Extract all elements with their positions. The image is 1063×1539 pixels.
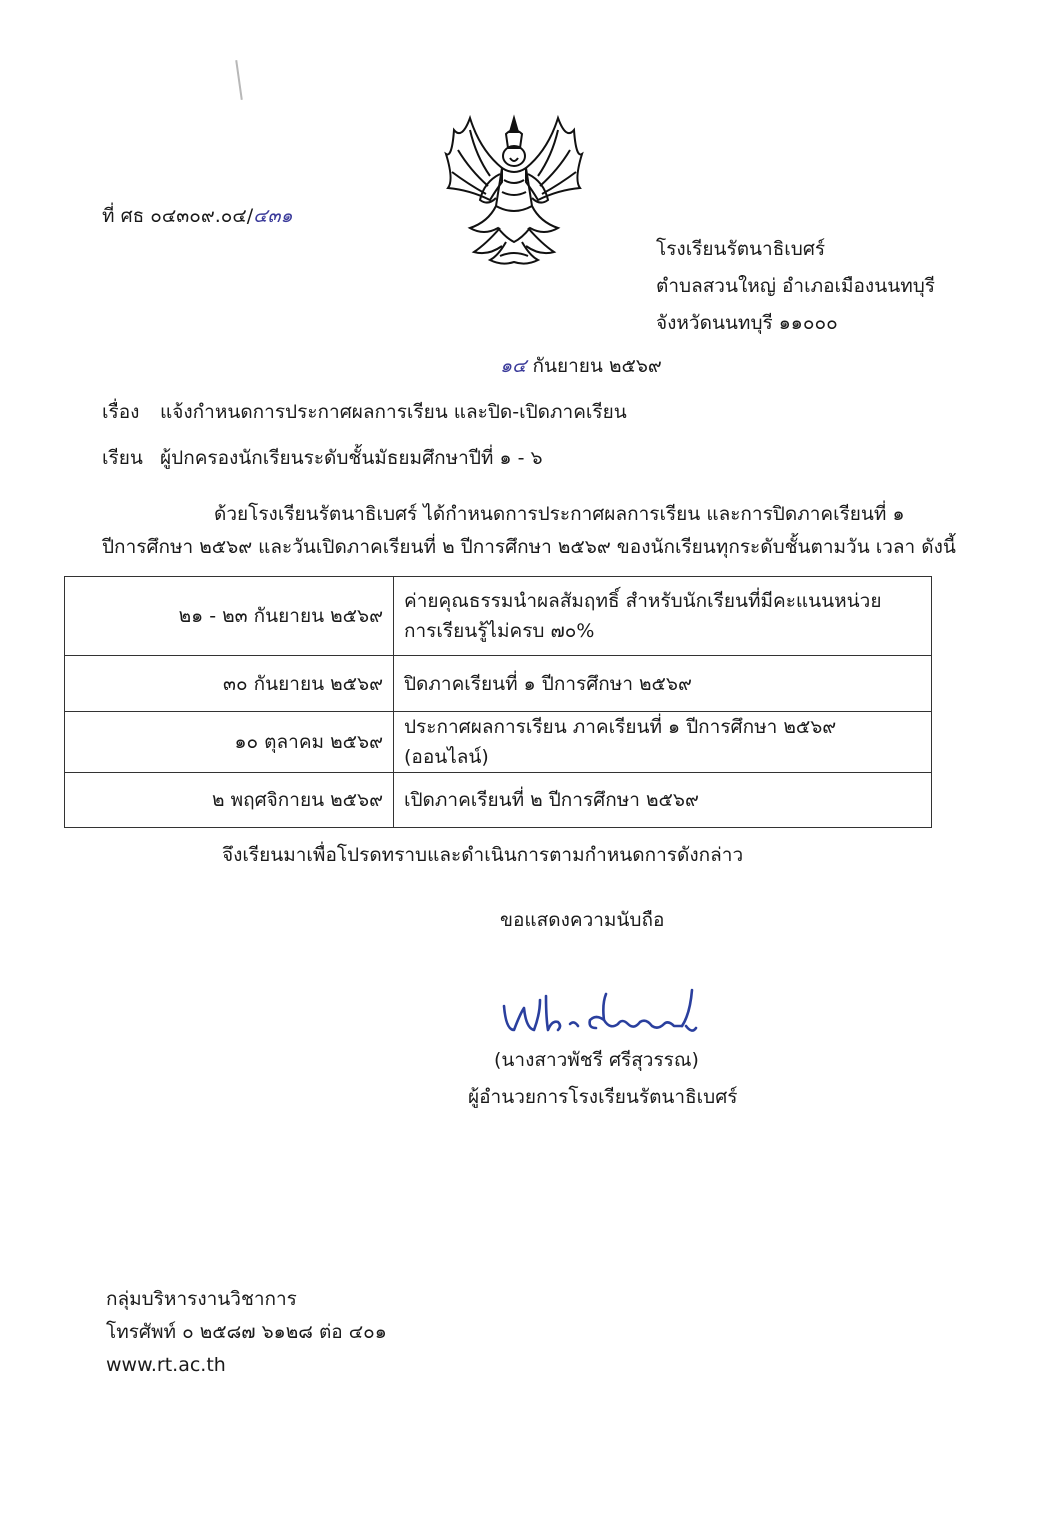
schedule-event: ปิดภาคเรียนที่ ๑ ปีการศึกษา ๒๕๖๙ [394,656,932,712]
reference-number [102,204,293,229]
schedule-event: เปิดภาคเรียนที่ ๒ ปีการศึกษา ๒๕๖๙ [394,773,932,828]
schedule-date: ๑๐ ตุลาคม ๒๕๖๙ [65,712,394,773]
body-line: ด้วยโรงเรียนรัตนาธิเบศร์ ได้กำหนดการประกาศผลการเรียน และการปิดภาคเรียนที่ ๑ [214,503,905,525]
schedule-event: ประกาศผลการเรียน ภาคเรียนที่ ๑ ปีการศึกษา ๒๕๖๙ (ออนไลน์) [394,712,932,773]
letter-date [500,354,662,379]
table-row [65,577,932,656]
signer-position: ผู้อำนวยการโรงเรียนรัตนาธิเบศร์ [468,1086,738,1108]
recipient-text: ผู้ปกครองนักเรียนระดับชั้นมัธยมศึกษาปีที่ ๑ - ๖ [160,447,543,469]
recipient-line [102,446,543,471]
garuda-emblem-icon [440,110,588,270]
date-day-handwritten: ๑๔ [500,355,527,377]
schedule-date: ๒๑ - ๒๓ กันยายน ๒๕๖๙ [65,577,394,656]
table-row [65,656,932,712]
schedule-event-line: ค่ายคุณธรรมนำผลสัมฤทธิ์ สำหรับนักเรียนที่มีคะแนนหน่วย [404,590,882,612]
closing-statement: จึงเรียนมาเพื่อโปรดทราบและดำเนินการตามกำหนดการดังกล่าว [222,844,744,866]
schedule-event [394,577,932,656]
schedule-event-line: การเรียนรู้ไม่ครบ ๗๐% [404,620,595,642]
date-month-year: กันยายน ๒๕๖๙ [526,355,662,377]
schedule-table [64,576,932,828]
recipient-label: เรียน [102,447,143,469]
reference-number-handwritten: ๔๓๑ [253,205,293,227]
footer-department: กลุ่มบริหารงานวิชาการ [106,1288,297,1310]
subject-line [102,400,627,425]
signer-name: (นางสาวพัชรี ศรีสุวรรณ) [494,1049,699,1071]
table-row [65,712,932,773]
footer-website: www.rt.ac.th [106,1354,226,1376]
regards-line: ขอแสดงความนับถือ [500,909,665,931]
subject-label: เรื่อง [102,401,140,423]
handwritten-signature [496,984,702,1044]
address-line: โรงเรียนรัตนาธิเบศร์ [656,238,826,260]
schedule-date: ๓๐ กันยายน ๒๕๖๙ [65,656,394,712]
reference-number-text: ที่ ศธ ๐๔๓๐๙.๐๔/ [102,205,254,227]
school-address [656,231,935,342]
address-line: ตำบลสวนใหญ่ อำเภอเมืองนนทบุรี [656,275,935,297]
address-line: จังหวัดนนทบุรี ๑๑๐๐๐ [656,312,838,334]
schedule-date: ๒ พฤศจิกายน ๒๕๖๙ [65,773,394,828]
body-line: ปีการศึกษา ๒๕๖๙ และวันเปิดภาคเรียนที่ ๒ ปีการศึกษา ๒๕๖๙ ของนักเรียนทุกระดับชั้นตามวัน เวลา ดังนี้ [102,536,956,558]
body-paragraph [102,498,956,564]
footer-phone: โทรศัพท์ ๐ ๒๕๘๗ ๖๑๒๘ ต่อ ๔๐๑ [106,1321,387,1343]
table-row [65,773,932,828]
footer-contact [106,1283,387,1382]
subject-text: แจ้งกำหนดการประกาศผลการเรียน และปิด-เปิดภาคเรียน [160,401,627,423]
scan-artifact-mark [235,60,243,100]
